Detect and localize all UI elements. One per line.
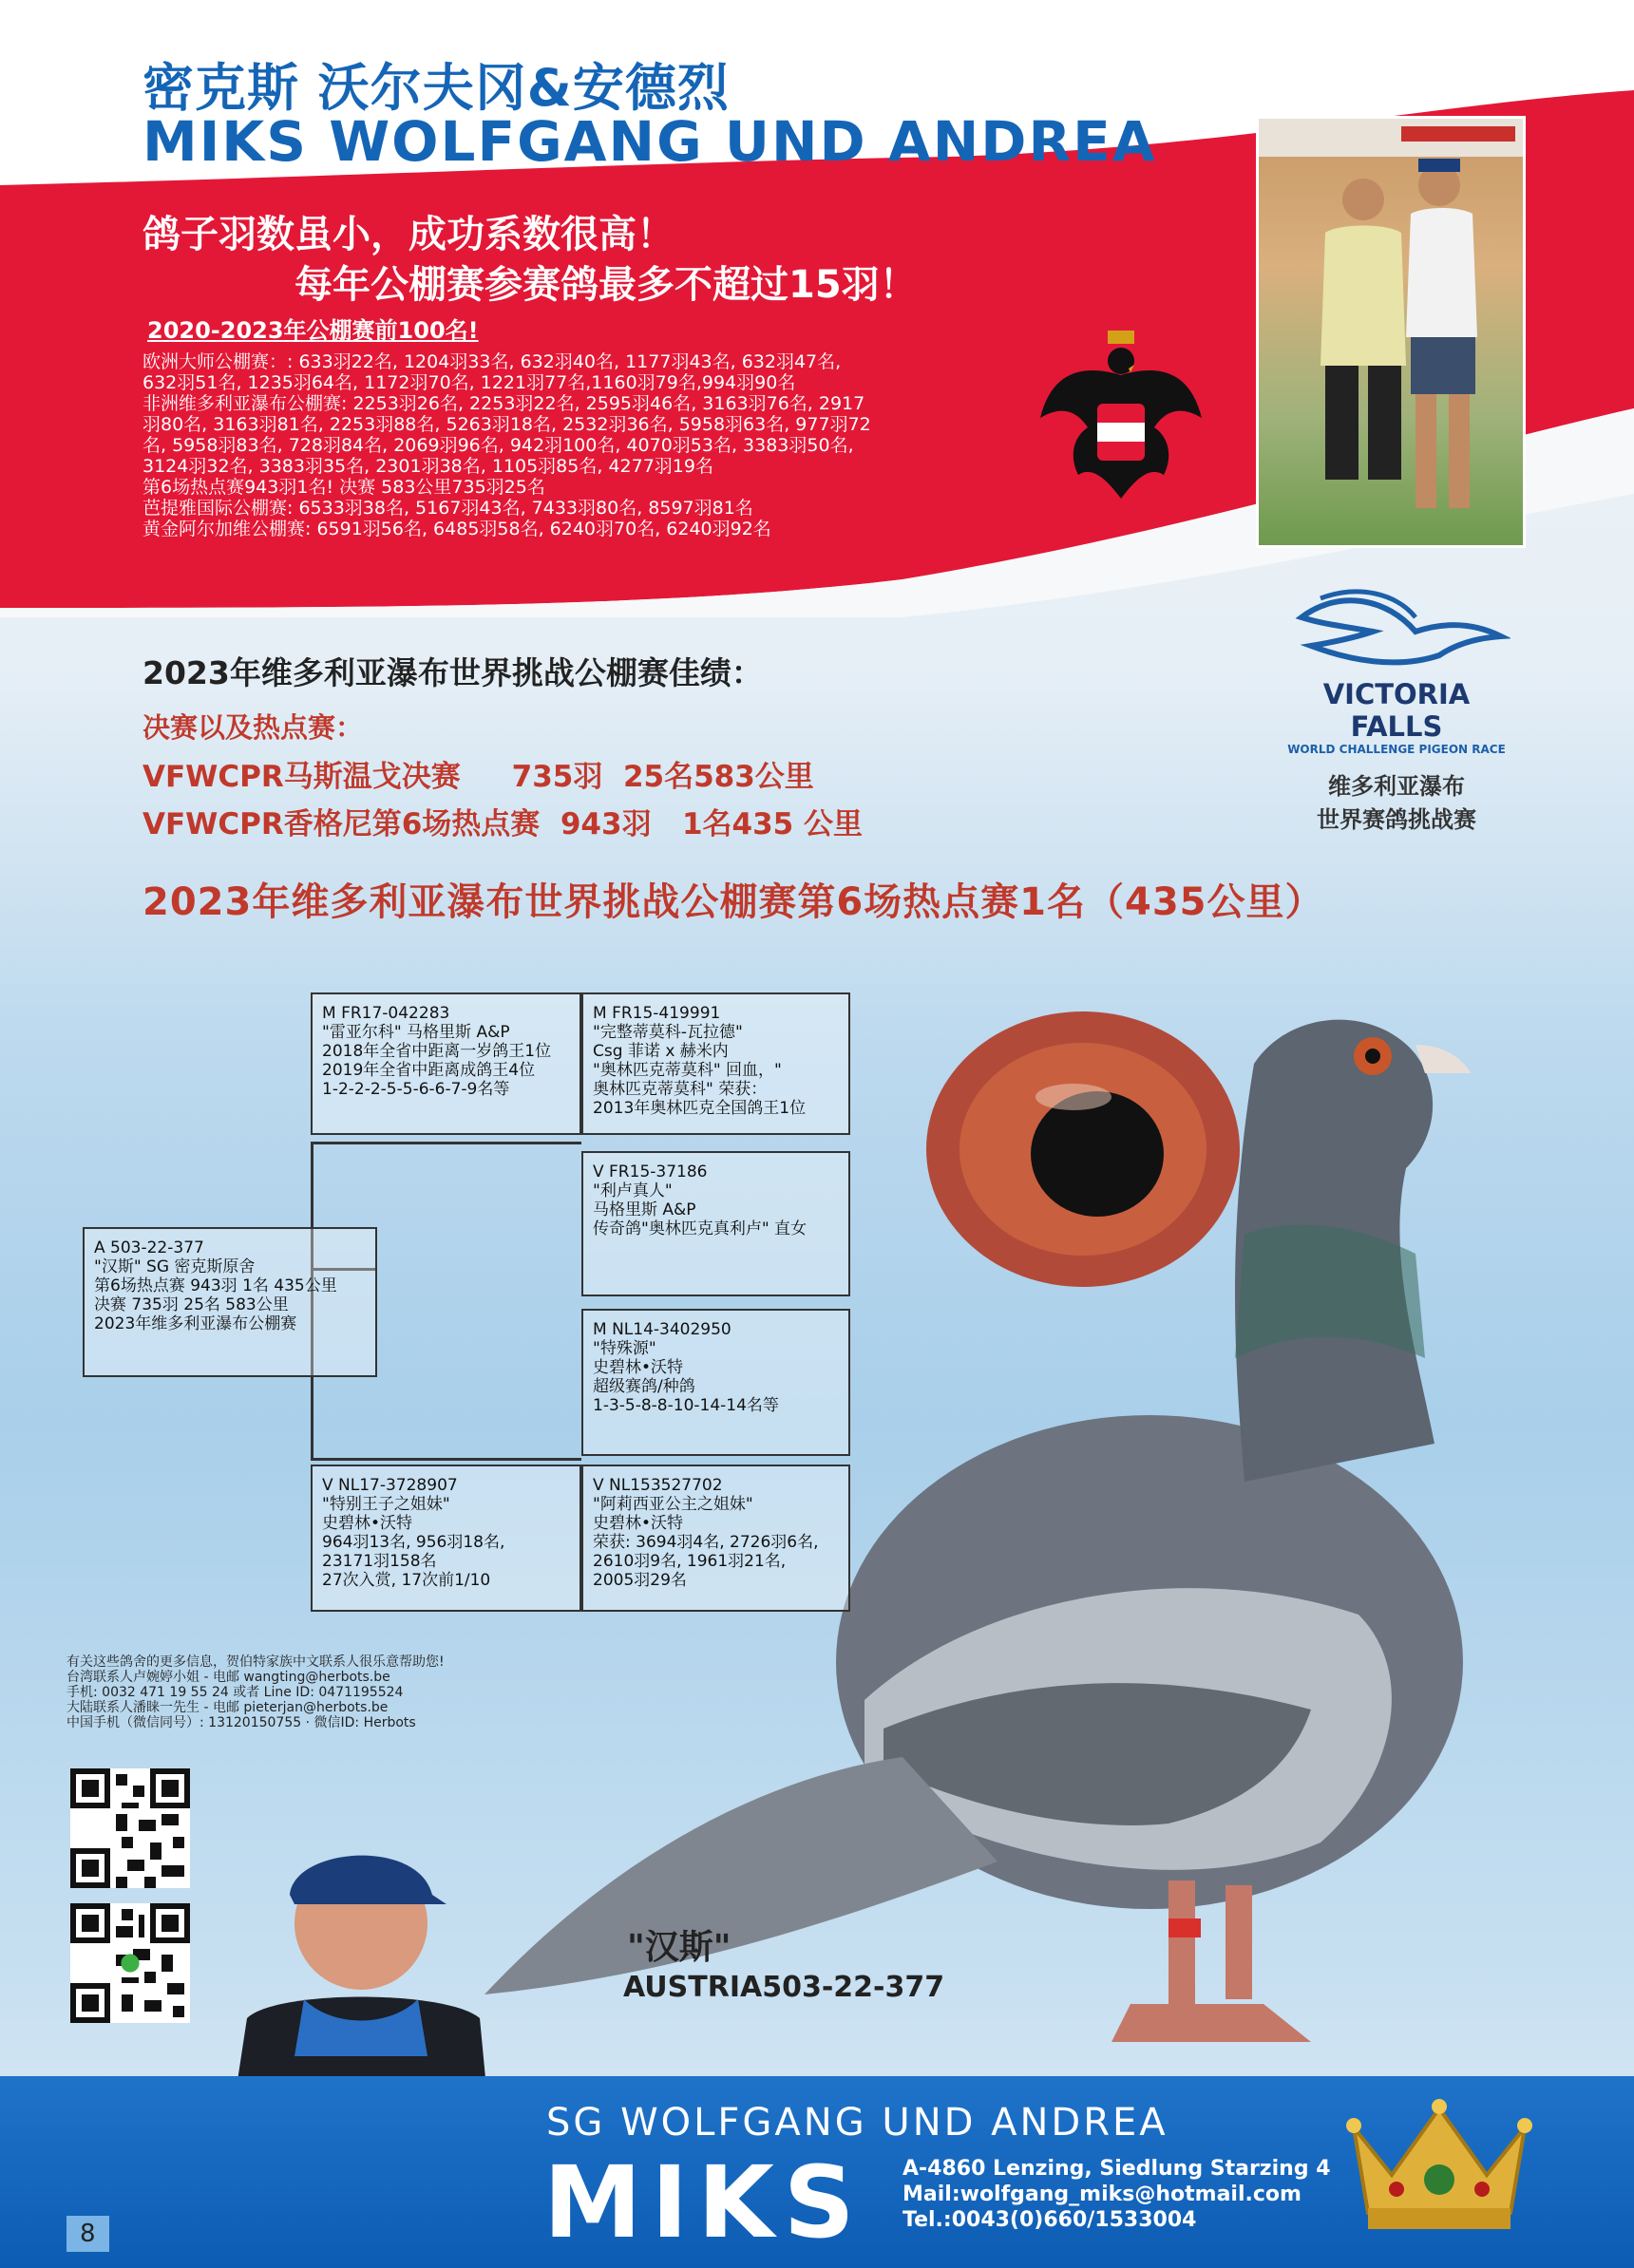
footer-address: A-4860 Lenzing, Siedlung Starzing 4 <box>902 2157 1331 2181</box>
pedigree-line: 2019年全省中距离成鸽王4位 <box>322 1061 536 1080</box>
pedigree-line: M FR15-419991 <box>593 1004 721 1023</box>
pedigree-line: M FR17-042283 <box>322 1004 450 1023</box>
pedigree-line: 1-3-5-8-8-10-14-14名等 <box>593 1396 779 1415</box>
race-result-final: VFWCPR马斯温戈决赛 735羽 25名583公里 <box>142 760 814 794</box>
pedigree-line: 23171羽158名 <box>322 1552 437 1571</box>
pedigree-line: "特别王子之姐妹" <box>322 1495 450 1514</box>
pedigree-line: 决赛 735羽 25名 583公里 <box>94 1295 289 1314</box>
race-result-hotspot: VFWCPR香格尼第6场热点赛 943羽 1名435 公里 <box>142 807 864 841</box>
pedigree-line: 2013年奥林匹克全国鸽王1位 <box>593 1099 807 1118</box>
vf-cn-2: 世界赛鸽挑战赛 <box>1317 806 1476 833</box>
pedigree-line: "特殊源" <box>593 1339 656 1358</box>
page-number: 8 <box>66 2216 109 2252</box>
pedigree-line: "雷亚尔科" 马格里斯 A&P <box>322 1023 510 1042</box>
austria-eagle-icon <box>1036 323 1206 503</box>
pedigree-line: "完整蒂莫科-瓦拉德" <box>593 1023 743 1042</box>
pedigree-connector <box>311 1142 581 1144</box>
achievements-heading: 2023年维多利亚瀑布世界挑战公棚赛佳绩： <box>142 654 763 691</box>
results-line: 3124羽32名, 3383羽35名, 2301羽38名, 1105羽85名, 4277羽19名 <box>142 456 713 477</box>
slogan-line-1: 鸽子羽数虽小，成功系数很高！ <box>142 213 674 256</box>
results-line: 632羽51名, 1235羽64名, 1172羽70名, 1221羽77名,1160羽79名,994羽90名 <box>142 372 796 393</box>
owners-figure-icon <box>1259 119 1526 548</box>
pedigree-line: A 503-22-377 <box>94 1238 204 1257</box>
pedigree-line: 2005羽29名 <box>593 1571 687 1590</box>
dove-icon <box>1282 579 1510 674</box>
pedigree-sire-dam <box>581 1151 850 1296</box>
vf-cn-1: 维多利亚瀑布 <box>1328 773 1465 800</box>
pedigree-line: 史碧林•沃特 <box>593 1514 684 1533</box>
pedigree-line: 2018年全省中距离一岁鸽王1位 <box>322 1042 552 1061</box>
pedigree-line: 1-2-2-2-5-5-6-6-7-9名等 <box>322 1080 510 1099</box>
pedigree-line: M NL14-3402950 <box>593 1320 732 1339</box>
pedigree-line: 2023年维多利亚瀑布公棚赛 <box>94 1314 297 1333</box>
contact-line: 有关这些鸽舍的更多信息，贺伯特家族中文联系人很乐意帮助您! <box>66 1654 445 1670</box>
pedigree-line: 超级赛鸽/种鸽 <box>593 1377 695 1396</box>
results-line: 芭提雅国际公棚赛: 6533羽38名, 5167羽43名, 7433羽80名, 8597羽81名 <box>142 498 753 519</box>
pedigree-dam-dam <box>581 1465 850 1612</box>
results-line: 非洲维多利亚瀑布公棚赛: 2253羽26名, 2253羽22名, 2595羽46名, 3163羽76名, 2917 <box>142 393 865 414</box>
pedigree-line: 马格里斯 A&P <box>593 1200 696 1219</box>
footer-tel[interactable]: Tel.:0043(0)660/1533004 <box>902 2208 1197 2232</box>
contact-line: 台湾联系人卢婉婷小姐 - 电邮 wangting@herbots.be <box>66 1670 390 1685</box>
pedigree-line: V NL17-3728907 <box>322 1476 458 1495</box>
victoria-falls-logo <box>1273 579 1520 833</box>
pedigree-line: 27次入赏, 17次前1/10 <box>322 1571 491 1590</box>
pedigree-sire <box>311 992 581 1135</box>
bird-name: "汉斯" <box>627 1928 732 1967</box>
footer-loft-name: SG WOLFGANG UND ANDREA <box>546 2101 1168 2145</box>
pedigree-line: 第6场热点赛 943羽 1名 435公里 <box>94 1276 337 1295</box>
pedigree-line: 荣获: 3694羽4名, 2726羽6名, <box>593 1533 819 1552</box>
pedigree-connector <box>311 1458 581 1461</box>
results-line: 名, 5958羽83名, 728羽84名, 2069羽96名, 942羽100名, 4070羽53名, 3383羽50名, <box>142 435 854 456</box>
results-list <box>142 351 1026 539</box>
footer-address-block <box>902 2156 1331 2233</box>
vf-title: VICTORIA FALLS <box>1322 678 1471 743</box>
pedigree-line: 史碧林•沃特 <box>322 1514 413 1533</box>
pedigree-dam-sire <box>581 1309 850 1456</box>
results-line: 第6场热点赛943羽1名! 决赛 583公里735羽25名 <box>142 477 545 498</box>
pedigree-line: 传奇鸽"奥林匹克真利卢" 直女 <box>593 1219 808 1238</box>
pedigree-line: "阿莉西亚公主之姐妹" <box>593 1495 753 1514</box>
owners-photo <box>1256 116 1526 548</box>
contact-line: 大陆联系人潘睐一先生 - 电邮 pieterjan@herbots.be <box>66 1700 389 1715</box>
pedigree-dam <box>311 1465 581 1612</box>
footer-miks: MIKS <box>543 2145 864 2260</box>
footer-mail[interactable]: Mail:wolfgang_miks@hotmail.com <box>902 2183 1302 2206</box>
pedigree-line: Csg 菲诺 x 赫米内 <box>593 1042 729 1061</box>
achievements-subheading: 决赛以及热点赛： <box>142 711 364 744</box>
vf-subtitle: WORLD CHALLENGE PIGEON RACE <box>1287 743 1506 756</box>
crown-icon <box>1344 2089 1534 2241</box>
pedigree-sire-sire <box>581 992 850 1135</box>
contact-line: 中国手机（微信同号）: 13120150755 · 微信ID: Herbots <box>66 1715 416 1730</box>
pedigree-line: 2610羽9名, 1961羽21名, <box>593 1552 787 1571</box>
contact-line: 手机: 0032 471 19 55 24 或者 Line ID: 0471195524 <box>66 1685 404 1700</box>
title-english: MIKS WOLFGANG UND ANDREA <box>142 109 1157 174</box>
results-line: 欧洲大师公棚赛：: 633羽22名, 1204羽33名, 632羽40名, 1177羽43名, 632羽47名, <box>142 351 842 372</box>
pigeon-eye-image <box>922 1007 1244 1292</box>
pedigree-line: "奥林匹克蒂莫科" 回血，" <box>593 1061 782 1080</box>
pedigree-line: 奥林匹克蒂莫科" 荣获： <box>593 1080 768 1099</box>
bird-ring-number: AUSTRIA503-22-377 <box>623 1971 945 2004</box>
pedigree-line: "利卢真人" <box>593 1181 673 1200</box>
results-heading: 2020-2023年公棚赛前100名! <box>147 317 479 344</box>
slogan-line-2: 每年公棚赛参赛鸽最多不超过15羽！ <box>294 263 918 307</box>
pedigree-line: 964羽13名, 956羽18名, <box>322 1533 505 1552</box>
headline-result: 2023年维多利亚瀑布世界挑战公棚赛第6场热点赛1名（435公里） <box>142 880 1324 924</box>
pedigree-line: V FR15-37186 <box>593 1162 708 1181</box>
contact-info <box>66 1654 445 1730</box>
pedigree-line: 史碧林•沃特 <box>593 1358 684 1377</box>
results-line: 黄金阿尔加维公棚赛: 6591羽56名, 6485羽58名, 6240羽70名, 6240羽92名 <box>142 519 771 539</box>
title-chinese: 密克斯 沃尔夫冈&安德烈 <box>142 58 730 118</box>
pedigree-line: V NL153527702 <box>593 1476 723 1495</box>
results-line: 羽80名, 3163羽81名, 2253羽88名, 5263羽18名, 2532羽36名, 5958羽63名, 977羽72 <box>142 414 871 435</box>
pedigree-main <box>83 1227 377 1377</box>
pedigree-line: "汉斯" SG 密克斯原舍 <box>94 1257 256 1276</box>
